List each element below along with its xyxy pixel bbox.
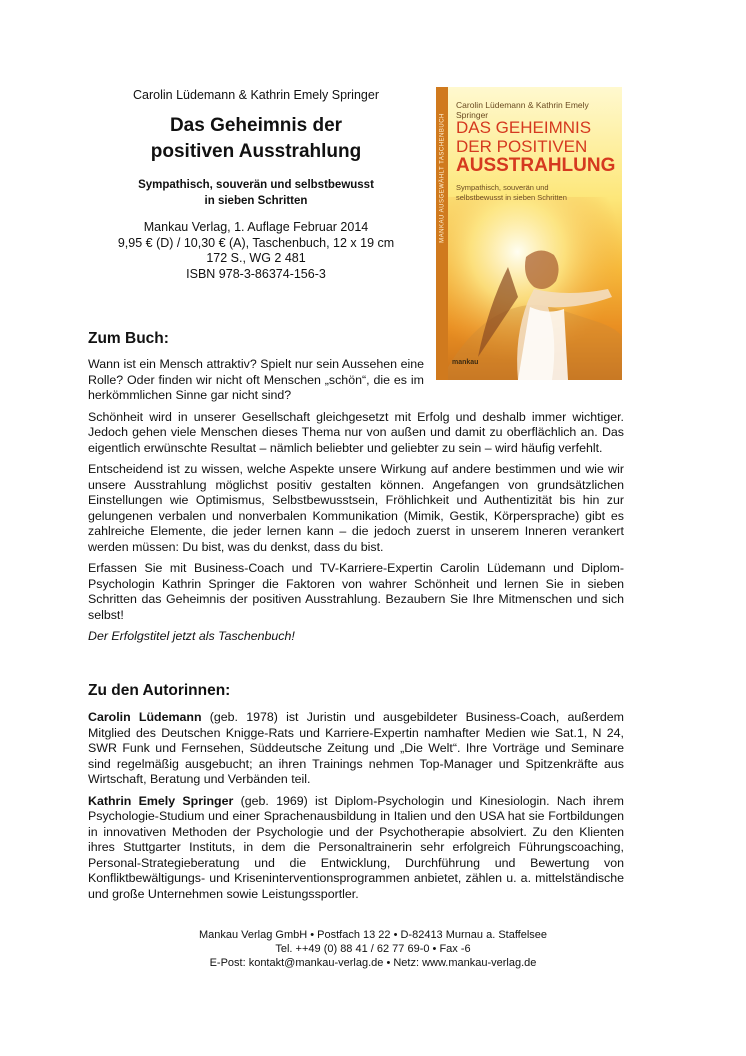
zum-buch-paragraph-3: Entscheidend ist zu wissen, welche Aspekte unsere Wirkung auf andere bestimmen und wie wir unsere Ausstrahlung möglichst positiv gestalten können. Angefangen von grundsätzlichen Einstellungen wie Optimismus, Selbstbewusstsein, Fröhlichkeit und Authentizität bis hin zur gelungenen verbalen und nonverbalen Kommunikation (Mimik, Gestik, Körpersprache) gibt es zahlreiche Elemente, die jeder lernen kann – die jedoch zuerst in unserem Inneren verankert werden müssen: Du bist, was du denkst, dass du bist. (88, 462, 624, 554)
publication-info (88, 220, 424, 282)
publisher-logo: mankau (452, 359, 479, 366)
cover-subtitle-line-2: selbstbewusst in sieben Schritten (456, 193, 567, 202)
zum-buch-paragraph-5: Der Erfolgstitel jetzt als Taschenbuch! (88, 629, 295, 643)
cover-title-line-2: DER POSITIVEN (456, 137, 588, 156)
book-cover-image (436, 87, 622, 380)
zum-buch-section (88, 357, 624, 651)
zum-buch-paragraph-4: Erfassen Sie mit Business-Coach und TV-Karriere-Expertin Carolin Lüdemann und Diplom-Psychologin Kathrin Springer die Faktoren von wahrer Schönheit und lernen Sie in sieben Schritten das Geheimnis der positiven Ausstrahlung. Bezaubern Sie Ihre Mitmenschen und sich selbst! (88, 561, 624, 622)
zum-buch-heading: Zum Buch: (88, 330, 169, 347)
author-1-bio (88, 710, 624, 788)
zum-buch-paragraph-1: Wann ist ein Mensch attraktiv? Spielt nur sein Aussehen eine Rolle? Oder finden wir nicht oft Menschen „schön“, die es im herkömmlichen Sinne gar nicht sind? (88, 357, 424, 402)
footer-phone: Tel. ++49 (0) 88 41 / 62 77 69-0 • Fax -6 (275, 943, 471, 955)
pub-line-2: 9,95 € (D) / 10,30 € (A), Taschenbuch, 12 x 19 cm (117, 235, 395, 250)
cover-subtitle (456, 183, 616, 203)
zum-buch-paragraph-2: Schönheit wird in unserer Gesellschaft gleichgesetzt mit Erfolg und deshalb immer wichtiger. Jedoch gehen viele Menschen dieses Thema nur von außen und damit zu oberflächlich an. Das eigentlich erwünschte Resultat – nämlich beliebter und geliebter zu sein – wird häufig verfehlt. (88, 409, 624, 455)
author-1-text: (geb. 1978) ist Juristin und ausgebildeter Business-Coach, außerdem Mitglied des Deutschen Knigge-Rats und Karriere-Expertin namhafter Medien wie Sat.1, N 24, SWR Funk und Fernsehen, Süddeutsche Zeitung und „Die Welt“. Ihre Vorträge und Seminare sind regelmäßig ausgebucht; an ihren Trainings nehmen Top-Manager und Spitzenkräfte aus Wirtschaft, Beratung und Verbänden teil. (88, 710, 624, 786)
subtitle-line-2: in sieben Schritten (204, 195, 308, 207)
autorinnen-heading: Zu den Autorinnen: (88, 682, 231, 699)
cover-authors: Carolin Lüdemann & Kathrin Emely Springer (456, 100, 589, 120)
publisher-footer (88, 928, 658, 970)
book-title (88, 113, 424, 165)
pub-line-1: Mankau Verlag, 1. Auflage Februar 2014 (143, 220, 369, 234)
book-subtitle (88, 177, 424, 209)
author-2-text: (geb. 1969) ist Diplom-Psychologin und Kinesiologin. Nach ihrem Psychologie-Studium und einer Sprachenausbildung in Italien und den USA hat sie Fortbildungen in innovativen Methoden der Psychologie und der Psychotherapie absolviert. Zu den Klienten ihres Stuttgarter Instituts, in dem die Personaltrainerin sehr erfolgreich Führungscoaching, Personal-Strategieberatung und die Entwicklung, Durchführung und Bewertung von Konfliktbewältigungs- und Kriseninterventionsprogrammen anbietet, zählen u. a. mittelständische und große Unternehmen sowie Leistungssportler. (88, 793, 624, 901)
book-header (88, 88, 424, 282)
pub-line-4: ISBN 978-3-86374-156-3 (186, 266, 326, 281)
autorinnen-section (88, 710, 624, 908)
authors-line: Carolin Lüdemann & Kathrin Emely Springer (133, 88, 379, 102)
cover-title-line-3: AUSSTRAHLUNG (456, 155, 616, 176)
pub-line-3: 172 S., WG 2 481 (206, 251, 306, 265)
cover-title (456, 118, 621, 175)
cover-woman-illustration (448, 197, 622, 380)
footer-address: Mankau Verlag GmbH • Postfach 13 22 • D-82413 Murnau a. Staffelsee (198, 929, 548, 941)
author-2-bio (88, 794, 624, 903)
title-line-1: Das Geheimnis der (169, 115, 343, 136)
title-line-2: positiven Ausstrahlung (150, 141, 362, 162)
author-2-name: Kathrin Emely Springer (88, 793, 234, 808)
footer-contact: E-Post: kontakt@mankau-verlag.de • Netz: www.mankau-verlag.de (209, 957, 537, 969)
author-1-name: Carolin Lüdemann (88, 710, 202, 724)
cover-spine-text: MANKAU AUSGEWÄHLT TASCHENBUCH (439, 113, 446, 243)
cover-subtitle-line-1: Sympathisch, souverän und (456, 183, 549, 192)
cover-title-line-1: DAS GEHEIMNIS (456, 118, 592, 137)
subtitle-line-1: Sympathisch, souverän und selbstbewusst (138, 179, 374, 191)
